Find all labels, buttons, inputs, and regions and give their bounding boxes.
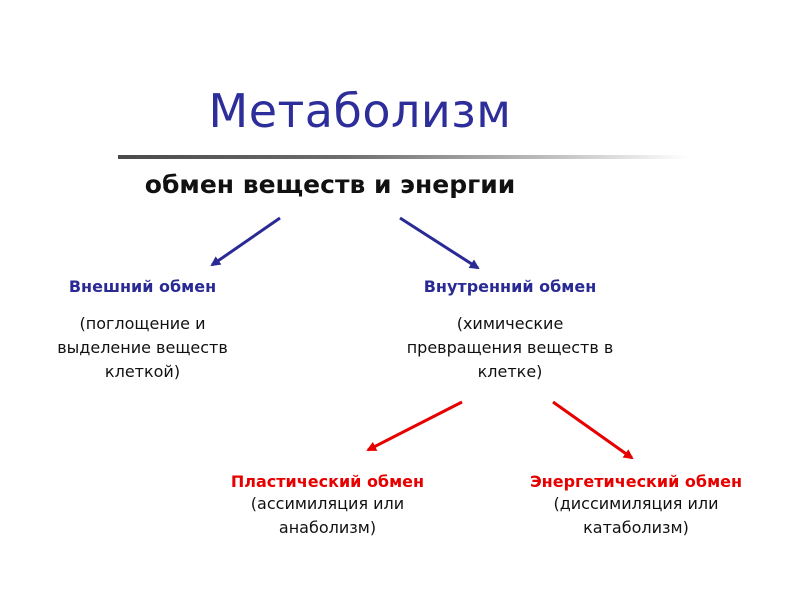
desc-line: клетке) [477, 362, 543, 381]
external-exchange-title: Внешний обмен [68, 277, 217, 296]
desc-line: (поглощение и [79, 314, 206, 333]
plastic-exchange-description [205, 492, 450, 540]
desc-line: (ассимиляция или [250, 494, 405, 513]
desc-line: клеткой) [104, 362, 181, 381]
desc-line: анаболизм) [278, 518, 377, 537]
slide-title: Метаболизм [208, 84, 512, 138]
energy-exchange-title: Энергетический обмен [529, 472, 743, 491]
plastic-exchange-title: Пластический обмен [230, 472, 425, 491]
desc-line: (химические [456, 314, 564, 333]
arrow-to-plastic [368, 402, 462, 450]
internal-exchange-description [385, 312, 635, 384]
desc-line: катаболизм) [583, 518, 689, 537]
internal-exchange-title: Внутренний обмен [423, 277, 597, 296]
desc-line: превращения веществ в [406, 338, 614, 357]
arrow-to-external [212, 218, 280, 265]
arrow-to-energy [553, 402, 632, 458]
energy-exchange-description [505, 492, 767, 540]
external-exchange-description [30, 312, 255, 384]
slide-subtitle: обмен веществ и энергии [144, 170, 516, 199]
desc-line: выделение веществ [57, 338, 228, 357]
arrow-to-internal [400, 218, 478, 268]
desc-line: (диссимиляция или [553, 494, 719, 513]
